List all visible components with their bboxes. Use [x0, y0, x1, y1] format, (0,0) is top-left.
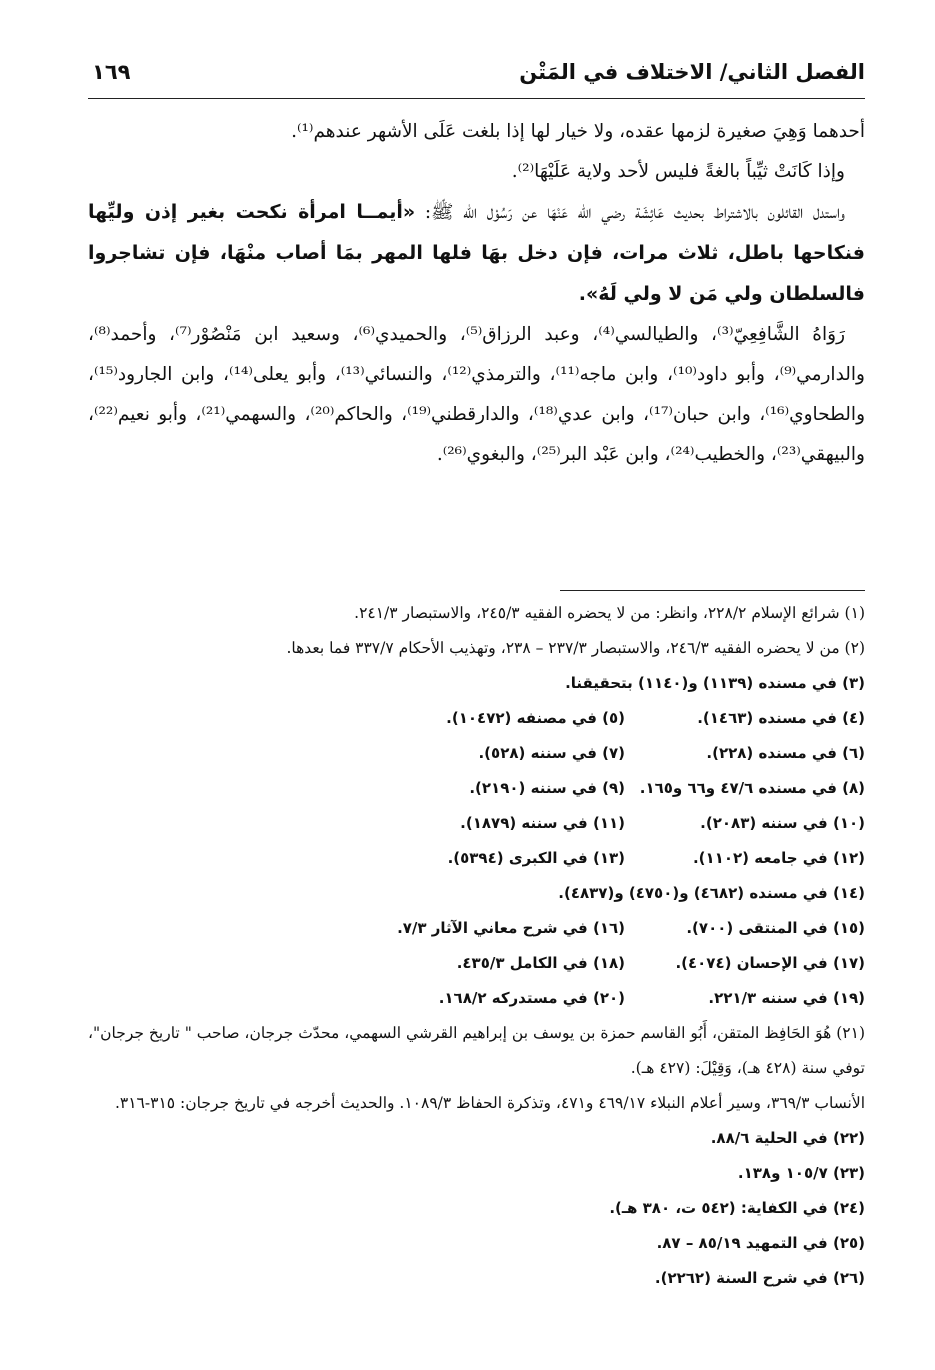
footnote-row — [88, 981, 865, 1016]
footnote-11: (١١) في سننه (١٨٧٩). — [460, 814, 625, 832]
footnote-16: (١٦) في شرح معاني الآثار ٧/٣. — [397, 919, 625, 937]
footnote-separator — [560, 590, 865, 591]
footnote-21-continuation: الأنساب ٣٦٩/٣، وسير أعلام النبلاء ٤٦٩/١٧ و٤٧١، وتذكرة الحفاظ ١٠٨٩/٣. والحديث أخرجه في تاريخ جرجان: ٣١٥-٣١٦. — [114, 1094, 865, 1112]
paragraph-3 — [88, 192, 865, 315]
footnote-12: (١٢) في جامعه (١١٠٢). — [692, 849, 865, 867]
footnote-9: (٩) في سننه (٢١٩٠). — [469, 779, 625, 797]
footnote-row — [88, 841, 865, 876]
footnote-7: (٧) في سننه (٥٢٨). — [478, 744, 625, 762]
footnote-row — [88, 946, 865, 981]
footnote-row — [88, 736, 865, 771]
footnote-18: (١٨) في الكامل ٤٣٥/٣. — [456, 954, 625, 972]
footnote-20: (٢٠) في مستدركه ١٦٨/٢. — [438, 989, 625, 1007]
footnote-14: (١٤) في مسنده (٤٦٨٢) و(٤٧٥٠) و(٤٨٣٧). — [558, 884, 865, 902]
page-number: ١٦٩ — [92, 60, 131, 84]
footnote-25: (٢٥) في التمهيد ٨٥/١٩ – ٨٧. — [656, 1234, 865, 1252]
paragraph-2: وإذا كَانَتْ ثيِّباً بالغةً فليس لأحد ولاية عَلَيْهَا⁽²⁾. — [511, 161, 845, 182]
footnote-1: (١) شرائع الإسلام ٢٢٨/٢، وانظر: من لا يحضره الفقيه ٢٤٥/٣، والاستبصار ٢٤١/٣. — [354, 604, 865, 622]
footnote-5: (٥) في مصنفه (١٠٤٧٢). — [446, 709, 625, 727]
footnote-row — [88, 701, 865, 736]
footnote-2: (٢) من لا يحضره الفقيه ٢٤٦/٣، والاستبصار ٢٣٧/٣ – ٢٣٨، وتهذيب الأحكام ٣٣٧/٧ فما بعدها. — [286, 639, 865, 657]
chapter-title: الفصل الثاني/ الاختلاف في المَتْن — [519, 60, 865, 84]
footnote-26: (٢٦) في شرح السنة (٢٢٦٢). — [654, 1269, 865, 1287]
paragraph-1: أحدهما وَهِيَ صغيرة لزمها عقده، ولا خيار لها إذا بلغت عَلَى الأشهر عندهم⁽¹⁾. — [291, 121, 865, 142]
footnote-23: (٢٣) ١٠٥/٧ و١٣٨. — [737, 1164, 865, 1182]
footnote-3: (٣) في مسنده (١١٣٩) و(١١٤٠) بتحقيقنا. — [565, 674, 865, 692]
footnote-19: (١٩) في سننه ٢٢١/٣. — [708, 989, 865, 1007]
footnote-10: (١٠) في سننه (٢٠٨٣). — [700, 814, 865, 832]
footnote-6: (٦) في مسنده (٢٢٨). — [706, 744, 865, 762]
hadith-quote: «أيمــا امرأة نكحت بغير إذن وليِّها فنكاحها باطل، ثلاث مرات، فإن دخل بهَا فلها المهر بمَا أصاب منْهَا، فإن تشاجروا فالسلطان ولي مَن لا ولي لَهُ». — [88, 201, 865, 305]
footnote-22: (٢٢) في الحلية ٨٨/٦. — [710, 1129, 865, 1147]
footnote-24: (٢٤) في الكفاية: (٥٤٢ ت، ٣٨٠ هـ). — [609, 1199, 865, 1217]
footnote-4: (٤) في مسنده (١٤٦٣). — [697, 709, 865, 727]
footnote-17: (١٧) في الإحسان (٤٠٧٤). — [675, 954, 865, 972]
footnote-15: (١٥) في المنتقى (٧٠٠). — [686, 919, 865, 937]
footnote-row — [88, 806, 865, 841]
footnote-21: (٢١) هُوَ الحَافِظ المتقن، أَبُو القاسم حمزة بن يوسف بن إبراهيم القرشي السهمي، محدّث جرجان، صاحب " تاريخ جرجان"، توفي سنة (٤٢٨ هـ)، وَقِيْلَ: (٤٢٧ هـ). — [88, 1024, 865, 1077]
paragraph-3-intro: واستدل القائلون بالاشتراط بحديث عَائِشَة رضي الله عَنْهَا عن رَسُوْل الله ﷺ: — [424, 202, 845, 223]
paragraph-4: رَوَاهُ الشَّافِعِيّ⁽³⁾، والطيالسي⁽⁴⁾، وعبد الرزاق⁽⁵⁾، والحميدي⁽⁶⁾، وسعيد ابن مَنْصُوْر⁽⁷⁾، وأحمد⁽⁸⁾، والدارمي⁽⁹⁾، وأبو داود⁽¹⁰⁾، وابن ماجه⁽¹¹⁾، والترمذي⁽¹²⁾، والنسائي⁽¹³⁾، وأبو يعلى⁽¹⁴⁾، وابن الجارود⁽¹⁵⁾، والطحاوي⁽¹⁶⁾، وابن حبان⁽¹⁷⁾، وابن عدي⁽¹⁸⁾، والدارقطني⁽¹⁹⁾، والحاكم⁽²⁰⁾، والسهمي⁽²¹⁾، وأبو نعيم⁽²²⁾، والبيهقي⁽²³⁾، والخطيب⁽²⁴⁾، وابن عَبْد البر⁽²⁵⁾، والبغوي⁽²⁶⁾. — [88, 324, 866, 465]
footnote-8: (٨) في مسنده ٤٧/٦ و٦٦ و١٦٥. — [639, 779, 865, 797]
footnote-row — [88, 911, 865, 946]
running-header — [88, 58, 865, 99]
footnote-13: (١٣) في الكبرى (٥٣٩٤). — [447, 849, 625, 867]
footnotes — [88, 596, 865, 1296]
footnote-row — [88, 771, 865, 806]
main-text — [88, 112, 865, 475]
